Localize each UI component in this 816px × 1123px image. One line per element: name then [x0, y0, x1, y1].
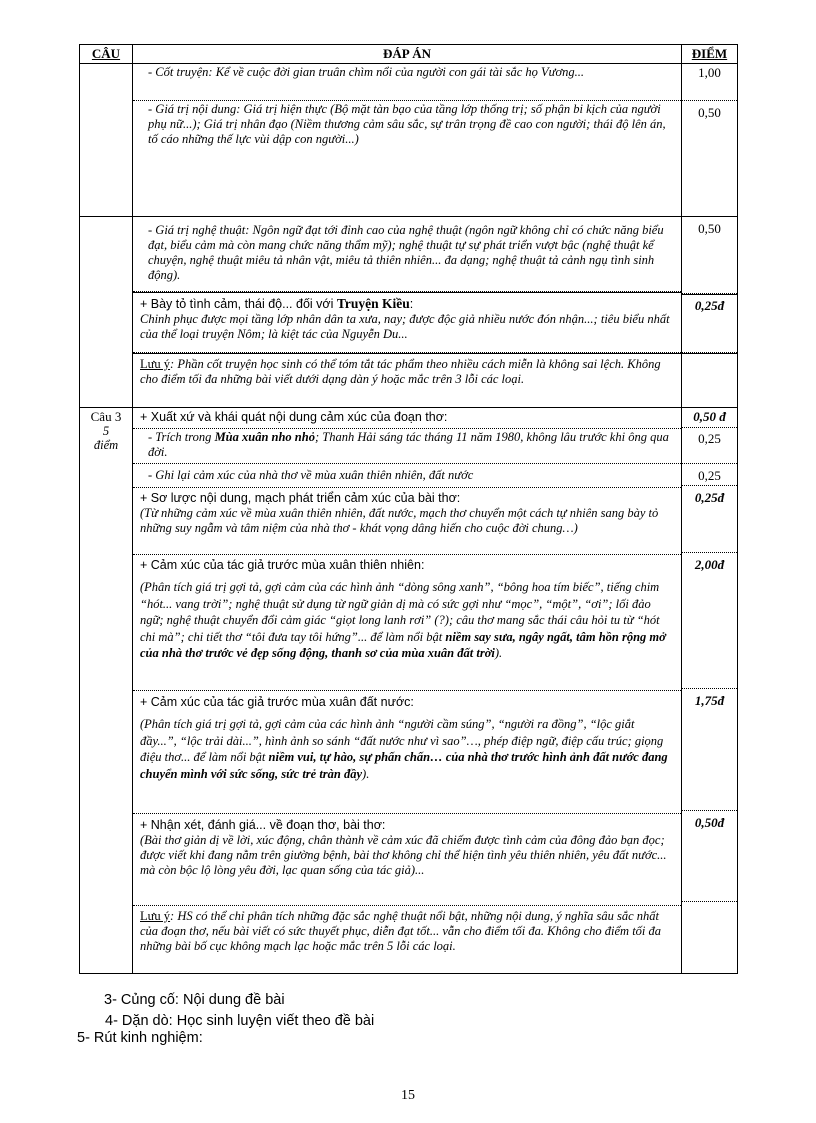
question-points: 5 — [102, 424, 110, 438]
score-cell — [682, 408, 738, 974]
item-title: Mùa xuân nho nhỏ — [214, 430, 315, 444]
item-heading: + Bày tỏ tình cảm, thái độ... đối với — [140, 297, 337, 311]
item-heading: + Sơ lược nội dung, mạch phát triển cảm xúc của bài thơ: — [140, 491, 461, 505]
score-value: 0,25 — [682, 428, 737, 464]
answer-item: - Giá trị nghệ thuật: Ngôn ngữ đạt tới đỉnh cao của nghệ thuật (ngôn ngữ không chỉ có chức năng biểu đạt, biểu cảm mà còn mang chức năng thẩm mỹ); nghệ thuật tự sự phát triển vượt bậc (nghệ thuật kể chuyện, nghệ thuật miêu tả nhân vật, miêu tả thiên nhiên... đa dạng; nghệ thuật tả cảnh ngụ tình sinh động). — [133, 217, 681, 292]
score-cell — [682, 217, 738, 408]
answer-table — [79, 44, 738, 974]
footer-dan-do: 4- Dặn dò: Học sinh luyện viết theo đề bài — [105, 1013, 375, 1029]
item-heading: + Cảm xúc của tác giả trước mùa xuân thiên nhiên: — [140, 558, 425, 572]
answer-item: - Giá trị nội dung: Giá trị hiện thực (Bộ mặt tàn bạo của tầng lớp thống trị; số phận bi kịch của người phụ nữ...); Giá trị nhân đạo (Niềm thương cảm sâu sắc, sự trân trọng đề cao con người; thái độ lên án, tố cáo những thế lực vùi dập con người...) — [148, 102, 666, 146]
answer-item: - Ghi lại cảm xúc của nhà thơ về mùa xuân thiên nhiên, đất nước — [133, 464, 681, 488]
note-body: : HS có thể chỉ phân tích những đặc sắc nghệ thuật nổi bật, những nội dung, ý nghĩa sâu sắc nhất của đoạn thơ, nếu bài viết có sức thuyết phục, diễn đạt tốt... vẫn cho điểm tối đa. Không cho điểm tối đa những bài bố cục không mạch lạc hoặc mắc trên 5 lỗi các loại. — [140, 909, 662, 953]
score-value: 0,25 — [682, 464, 737, 486]
score-value: 1,75đ — [682, 689, 737, 811]
item-body: Chinh phục được mọi tầng lớp nhân dân ta xưa, nay; được độc giả nhiều nước đón nhận...; tiêu biểu nhất của thể loại truyện Nôm; là kiệt tác của Nguyễn Du... — [140, 312, 670, 341]
score-value: 1,00 — [682, 64, 737, 101]
item-text: ; Thanh Hải sáng tác tháng 11 năm 1980, không lâu trước khi ông qua đời. — [148, 430, 669, 459]
answer-item — [133, 691, 681, 814]
cau-cell — [80, 408, 133, 974]
item-body: (Từ những cảm xúc về mùa xuân thiên nhiên, đất nước, mạch thơ chuyển một cách tự nhiên sang bày tỏ những suy ngẫm và tâm niệm của nhà thơ - khát vọng dâng hiến cho cuộc đời chung…) — [140, 506, 659, 535]
note-body: : Phần cốt truyện học sinh có thể tóm tắt tác phẩm theo nhiều cách miễn là không sai lệch. Không cho điểm tối đa những bài viết dưới dạng dàn ý hoặc mắc trên 3 lỗi các loại. — [140, 357, 661, 386]
item-body: (Phân tích giá trị gợi tả, gợi cảm của các hình ảnh “dòng sông xanh”, “bông hoa tím biếc”, tiếng chim “hót... vang trời”; nghệ thuật sử dụng từ ngữ giản dị mà có sức gợi như “mọc”, “một”, “ơi”; lối đảo ngữ; nghệ thuật chuyển đổi cảm giác “giọt long lanh rơi” (?); câu thơ mang sắc thái câu hỏi tu từ “hót chi mà”; chi tiết thơ “tôi đưa tay tôi hứng”... để làm nổi bật — [140, 580, 660, 644]
footer-cung-co: 3- Củng cố: Nội dung đề bài — [104, 992, 285, 1008]
cau-cell — [80, 217, 133, 408]
item-body-end: ). — [362, 766, 370, 781]
header-dap-an: ĐÁP ÁN — [133, 45, 682, 64]
score-value: 0,25đ — [682, 486, 737, 553]
score-cell — [682, 64, 738, 217]
header-cau: CÂU — [80, 45, 133, 64]
score-value: 0,50 đ — [682, 408, 737, 428]
answer-cell — [133, 217, 682, 408]
question-points-unit: điểm — [93, 438, 119, 452]
answer-item — [133, 555, 681, 691]
page-number: 15 — [401, 1088, 415, 1103]
answer-cell — [133, 64, 682, 217]
table-row — [80, 64, 738, 217]
note-prefix: Lưu ý — [140, 357, 171, 371]
table-row — [80, 217, 738, 408]
score-value: 2,00đ — [682, 553, 737, 689]
table-row — [80, 408, 738, 974]
item-heading: + Nhận xét, đánh giá... về đoạn thơ, bài thơ: — [140, 818, 386, 832]
item-text: - Trích trong — [148, 430, 215, 444]
question-label: Câu 3 — [90, 409, 122, 424]
note-item — [133, 353, 681, 407]
footer-rut-kinh-nghiem: 5- Rút kinh nghiệm: — [77, 1030, 203, 1046]
note-item — [133, 906, 681, 973]
score-value — [682, 902, 737, 967]
answer-item — [133, 814, 681, 906]
score-value: 0,25đ — [682, 294, 737, 353]
item-heading — [133, 408, 681, 429]
note-prefix: Lưu ý — [140, 909, 171, 923]
score-value: 0,50 — [682, 217, 737, 294]
answer-item: - Cốt truyện: Kể về cuộc đời gian truân chìm nổi của người con gái tài sắc họ Vương... — [133, 64, 681, 101]
score-value — [682, 353, 737, 404]
answer-item — [133, 429, 681, 464]
table-header-row — [80, 45, 738, 64]
answer-cell — [133, 408, 682, 974]
item-emphasis: niềm vui, tự hào, sự phấn chấn… của nhà thơ trước hình ảnh đất nước đang chuyển mình với sức sống, sức trẻ tràn đầy — [140, 750, 668, 781]
answer-item — [133, 488, 681, 555]
header-diem: ĐIỂM — [682, 45, 738, 64]
item-heading-text: + Xuất xứ và khái quát nội dung cảm xúc của đoạn thơ: — [140, 410, 448, 424]
answer-item — [133, 292, 681, 353]
item-body-end: ). — [494, 646, 503, 660]
score-value: 0,50 — [698, 105, 721, 120]
score-value: 0,50đ — [682, 811, 737, 902]
item-body: (Bài thơ giản dị về lời, xúc động, chân thành về cảm xúc đã chiếm được tình cảm của đông đảo bạn đọc; được viết khi đang nằm trên giường bệnh, bài thơ không chỉ thể hiện tình yêu thiên nhiên, yêu đất nước... mà còn bộc lộ lòng yêu đời, lạc quan sống của tác giả)... — [140, 833, 667, 877]
item-heading: + Cảm xúc của tác giả trước mùa xuân đất nước: — [140, 695, 414, 709]
item-heading-bold: Truyện Kiều — [336, 296, 410, 311]
item-body: (Phân tích giá trị gợi tả, gợi cảm của các hình ảnh “người cầm súng”, “người ra đồng”, “lộc giắt đầy...”, “lộc trải dài...”, hình ảnh so sánh “đất nước như vì sao”…, phép điệp ngữ, điệp cấu trúc; giọng điệu thơ... để làm nổi bật — [140, 717, 664, 764]
item-emphasis: niềm say sưa, ngây ngất, tâm hồn rộng mở của nhà thơ trước vẻ đẹp sống động, thanh sơ của mùa xuân đất trời — [140, 629, 666, 660]
item-heading-tail: : — [409, 297, 414, 311]
cau-cell — [80, 64, 133, 217]
